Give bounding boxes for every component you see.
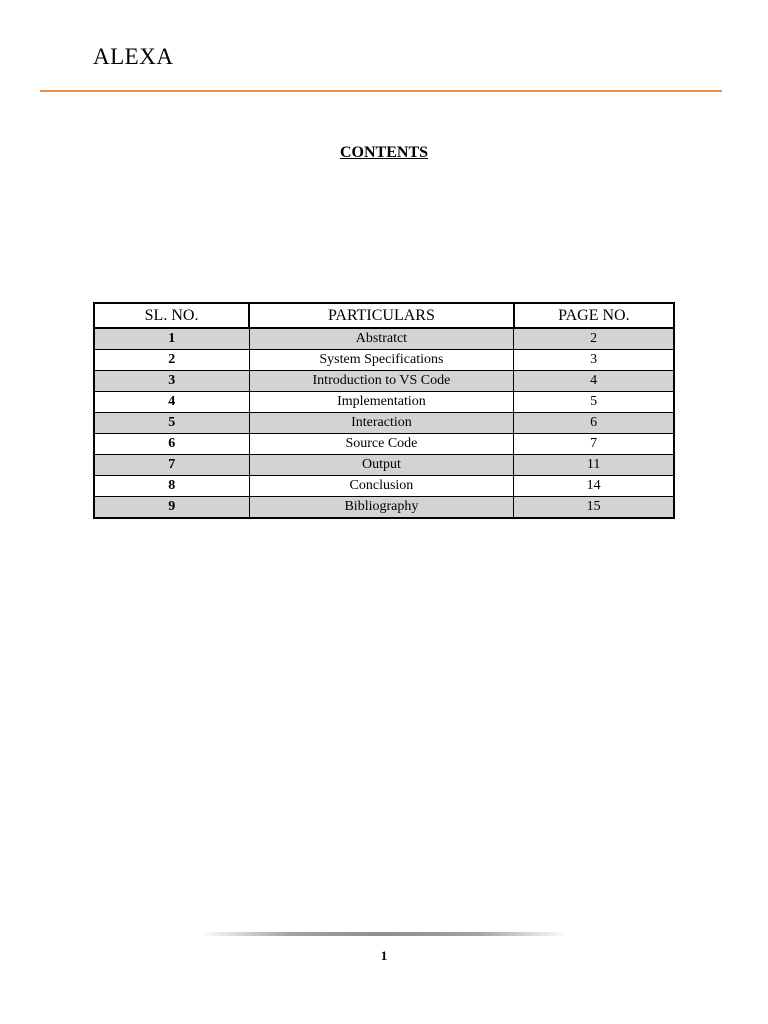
table-row [94,434,674,455]
table-row [94,455,674,476]
row-particular: Interaction [249,413,514,434]
row-sl-no: 5 [94,413,249,434]
row-sl-no: 4 [94,392,249,413]
row-page-no: 15 [514,497,674,519]
column-header-particulars: PARTICULARS [249,303,514,328]
contents-table [93,302,675,519]
column-header-page-no: PAGE NO. [514,303,674,328]
column-header-sl-no: SL. NO. [94,303,249,328]
row-particular: Source Code [249,434,514,455]
row-sl-no: 1 [94,328,249,350]
row-page-no: 2 [514,328,674,350]
table-row [94,497,674,519]
row-page-no: 11 [514,455,674,476]
row-sl-no: 3 [94,371,249,392]
row-page-no: 3 [514,350,674,371]
table-row [94,476,674,497]
table-row [94,328,674,350]
row-sl-no: 6 [94,434,249,455]
table-header-row [94,303,674,328]
row-particular: Output [249,455,514,476]
table-row [94,392,674,413]
row-particular: System Specifications [249,350,514,371]
row-sl-no: 7 [94,455,249,476]
row-sl-no: 8 [94,476,249,497]
table-row [94,371,674,392]
row-page-no: 5 [514,392,674,413]
footer-divider [200,932,568,936]
table-row [94,350,674,371]
row-sl-no: 9 [94,497,249,519]
row-sl-no: 2 [94,350,249,371]
document-header-title: ALEXA [93,44,174,69]
row-page-no: 7 [514,434,674,455]
row-particular: Introduction to VS Code [249,371,514,392]
row-page-no: 4 [514,371,674,392]
row-page-no: 14 [514,476,674,497]
row-page-no: 6 [514,413,674,434]
row-particular: Conclusion [249,476,514,497]
header-divider [40,90,722,92]
page-number: 1 [380,948,388,963]
row-particular: Bibliography [249,497,514,519]
contents-heading: CONTENTS [339,144,429,161]
table-row [94,413,674,434]
row-particular: Implementation [249,392,514,413]
row-particular: Abstratct [249,328,514,350]
